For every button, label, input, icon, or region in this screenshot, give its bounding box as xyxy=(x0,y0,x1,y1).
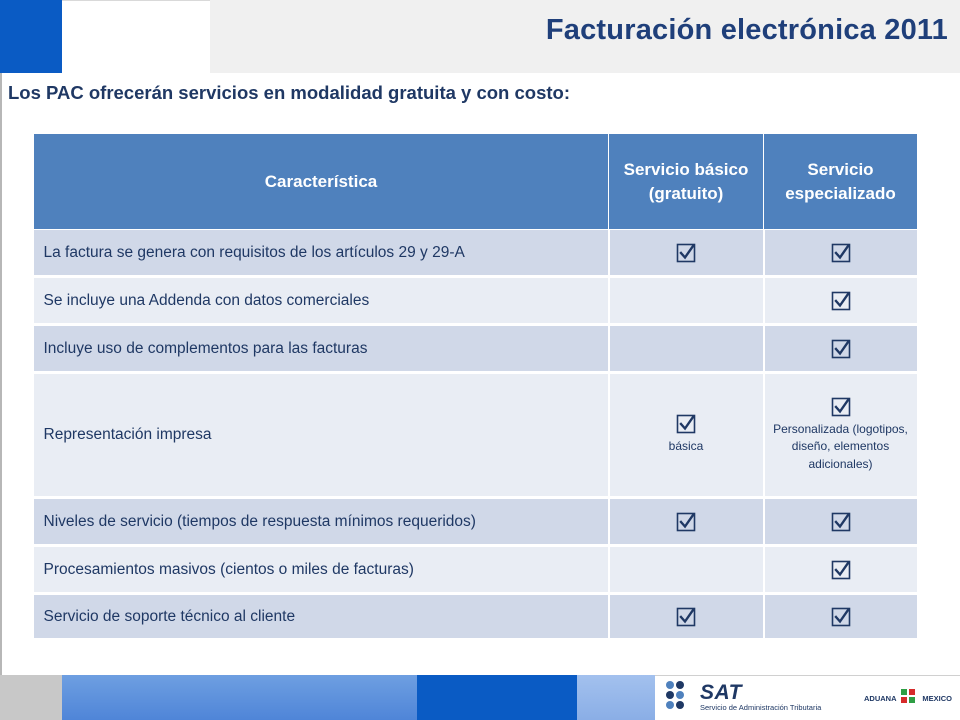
basic-service-cell xyxy=(609,325,764,373)
footer-light-blue-block xyxy=(577,675,655,720)
left-border xyxy=(0,73,2,675)
special-service-cell xyxy=(764,325,918,373)
special-service-cell xyxy=(764,594,918,640)
checked-box-icon xyxy=(831,560,851,580)
sat-logo-text: SAT xyxy=(700,681,742,704)
special-service-cell xyxy=(764,277,918,325)
aduana-logo-icon xyxy=(901,689,915,703)
aduana-text-left: ADUANA xyxy=(864,694,897,703)
special-note: Personalizada (logotipos, diseño, elementos adicionales) xyxy=(773,421,908,471)
footer-grey-block xyxy=(0,675,62,720)
special-service-cell xyxy=(764,230,918,277)
header-blue-block xyxy=(0,0,62,73)
basic-service-cell xyxy=(609,594,764,640)
special-service-cell xyxy=(764,546,918,594)
header-white-block xyxy=(62,0,210,73)
special-service-cell xyxy=(764,373,918,498)
footer-blue-band xyxy=(62,675,417,720)
aduana-text-right: MEXICO xyxy=(922,694,953,703)
feature-label: Se incluye una Addenda con datos comerciales xyxy=(34,277,609,325)
checked-box-icon xyxy=(831,339,851,359)
special-service-cell xyxy=(764,498,918,546)
page-title: Facturación electrónica 2011 xyxy=(545,14,948,46)
checked-box-icon xyxy=(676,607,696,627)
sat-logo-subtitle: Servicio de Administración Tributaria xyxy=(700,703,822,712)
table-row xyxy=(34,498,918,546)
table-row xyxy=(34,373,918,498)
checked-box-icon xyxy=(831,291,851,311)
table-row xyxy=(34,546,918,594)
table-row xyxy=(34,277,918,325)
feature-label: Incluye uso de complementos para las facturas xyxy=(34,325,609,373)
checked-box-icon xyxy=(676,512,696,532)
page-subtitle: Los PAC ofrecerán servicios en modalidad gratuita y con costo: xyxy=(8,82,570,103)
column-header: Característica xyxy=(34,134,609,230)
basic-service-cell xyxy=(609,546,764,594)
checked-box-icon xyxy=(831,243,851,263)
basic-service-cell xyxy=(609,498,764,546)
checked-box-icon xyxy=(676,243,696,263)
table-row xyxy=(34,230,918,277)
basic-note: básica xyxy=(668,439,704,454)
feature-label: Procesamientos masivos (cientos o miles de facturas) xyxy=(34,546,609,594)
feature-label: Niveles de servicio (tiempos de respuesta mínimos requeridos) xyxy=(34,498,609,546)
feature-label: Servicio de soporte técnico al cliente xyxy=(34,594,609,640)
column-header: Servicio especializado xyxy=(764,134,918,230)
feature-label: Representación impresa xyxy=(34,373,609,498)
footer-dark-blue-block xyxy=(417,675,577,720)
checked-box-icon xyxy=(831,607,851,627)
table-row xyxy=(34,594,918,640)
column-header: Servicio básico (gratuito) xyxy=(609,134,764,230)
basic-service-cell xyxy=(609,277,764,325)
comparison-table xyxy=(33,133,919,641)
sat-logo-icon xyxy=(665,680,685,710)
checked-box-icon xyxy=(831,397,851,417)
checked-box-icon xyxy=(831,512,851,532)
checked-box-icon xyxy=(676,414,696,434)
table-row xyxy=(34,325,918,373)
basic-service-cell xyxy=(609,230,764,277)
table-header-row xyxy=(34,134,918,230)
basic-service-cell xyxy=(609,373,764,498)
feature-label: La factura se genera con requisitos de los artículos 29 y 29-A xyxy=(34,230,609,277)
